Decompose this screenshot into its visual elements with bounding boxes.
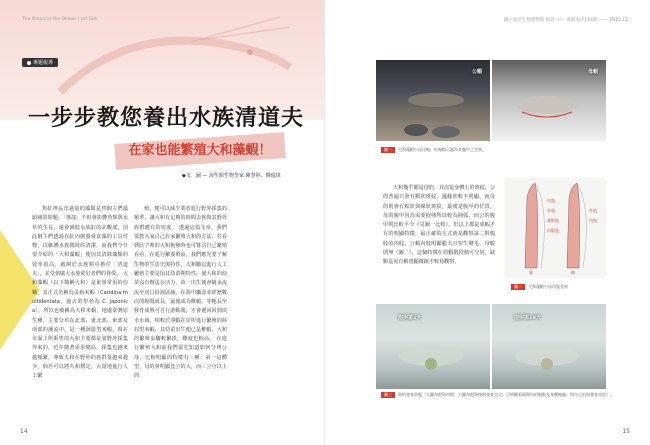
female-label: 母蝦 [587, 69, 598, 75]
figure-3-caption [381, 392, 614, 398]
diagram-label: 外肢 [589, 208, 597, 213]
diagram-label: 雌 [571, 270, 575, 275]
section-tag [22, 58, 58, 67]
figure-2-caption [511, 284, 568, 290]
right-column-text: 大和幾乎都是母的，其次是身體上的斑紋，公的普遍只會有點狀斑紋，邊緣狀較不明顯，而母的則會有點狀與線狀斑紋，最後是腹甲的位置，母的腹甲因為需要抱卵所以較為圓弧，而公的腹甲則比較平今（見圖一比較）。但以上都是成蝦才有的明顯特徵，最正確的方式就是觀察第二對腹肢的內肢，公蝦內肢明顯膨大且密生剛毛，母蝦則無（圖二），這個特徵在幼蝦階段便可分別，缺點是需有解剖顯微鏡才較易觀察。 [383, 185, 495, 266]
diagram-label: 雄 [529, 270, 533, 275]
figure-2-caption-text: 大和藻蝦公母內肢差異 [528, 284, 568, 289]
figure-2-number: 圖二 [511, 284, 525, 290]
figure-1-caption-text: 大和藻蝦公母比較，紅線標示處為其腹甲之差異。 [398, 147, 486, 152]
egg-day14-label: 抱卵第14天 [514, 315, 541, 321]
figure-2-diagram [505, 178, 606, 278]
figure-3-caption-text: 卵的發育狀態（左圖為抱卵初期，右圖為抱卵後期發育完全，可明顯看到卵內的眼點及身體線條。照片已拍照發育良好）。 [398, 392, 614, 397]
article-subtitle: 在家也能繁殖大和藻蝦！ [128, 143, 272, 158]
diagram-label: 內附肢 [547, 228, 559, 233]
male-shrimp-photo [376, 60, 490, 141]
egg-day1-label: 抱卵第1天 [398, 315, 422, 321]
text-column-1 [32, 205, 128, 435]
text-column-2 [134, 205, 227, 435]
female-shrimp-photo [492, 60, 606, 141]
egg-day1-photo [376, 304, 490, 389]
running-header-left: The Omics in the Ocean | vol.114 [22, 17, 98, 22]
diagram-label: 雄附肢 [547, 218, 559, 223]
figure-1-number: 圖一 [381, 147, 395, 153]
article-title: 一步步教您養出水族清道夫 [28, 105, 305, 131]
column-2-text: 殖，便可以減少業者進行野外採集的頻率，讓大和有足夠的時間去恢復其野外族群應有的密度。 透過這篇文章，我們要教大家自己在家繁殖大和的方法，若看到肚子裡的大和抱卵時也可嘗試自己繁殖看看，在進行繁養殖前，我們應先要了解生物的生活史與特性，大和屬以進行人工繁殖主要是因其幼苗期特性，使大和的幼苗沒有辦法存活力，故一出生便會隨水流流至河口沿海區域，在海中攝食並經歷數次的脫殼成長，最後成為稚蝦，等牠長至發育成熟可自行游動後，才會遷回回到淡水水域，相較於淨蝦在居所進行繁殖的陸封型米蝦，其幼苗出生便已是稚蝦，大和的繁殖步驟較繁瑣，難度也較高。 在進行繁殖大和前我們要先知道如何分辨公母，比較明顯的特徵有三種：第一是體型，母的會明顯比公的大，而三公分以上的 [134, 206, 227, 380]
diagram-label: 內肢 [547, 198, 555, 203]
figure-3-number: 圖三 [381, 392, 395, 398]
figure-1-caption [381, 147, 486, 153]
page-number-right: 15 [622, 428, 630, 435]
figure-1-photos [376, 60, 606, 141]
male-label: 公蝦 [471, 69, 482, 75]
running-header-right: 國立海洋生物博物館 館訊 —— 會館海洋114期 —— 2022.12 [503, 18, 628, 23]
article-subtitle-banner [114, 132, 285, 170]
egg-day1-image [376, 304, 490, 389]
byline: ◆文．圖 — 海生館生物學家 陳慧婷、韓俊瑋 [182, 173, 281, 179]
page-number-left: 14 [20, 428, 28, 435]
section-tag-label: 專題報導 [33, 60, 54, 66]
bullet-icon [27, 61, 31, 65]
shrimp-illustration [40, 12, 300, 107]
diagram-label: 外肢 [547, 208, 555, 213]
egg-day14-image [492, 304, 606, 389]
right-page [325, 0, 650, 445]
diagram-label: 內肢 [589, 218, 597, 223]
right-text-column [383, 184, 495, 268]
column-1-text: 魚缸裡長出過量的藻類是魚飼主們最頭痛的問題，「導演」不但會影響魚類與水草的生長，還會減低水族缸的美觀度，因此飼主們透過在缸內飼養會食藻的工具性物，以維護水族環境的清潔，而我們今日要介紹的「大和藻蝦」便因其清除藻類的效率很高，被飼於水族箱中擔任「清道夫」，並受到廣大水族愛好者們的喜愛。 大和藻蝦（以下簡稱大和）是東界常用的俗稱，其正式名稱為多齒米蝦（Caridina multidentata，過去的學名為 C. japonica），所以也被稱為大和米蝦，地處臺灣原生種，主要分布在北部、東北部、東部及南部的溪流中，是一種洄游型米蝦，現在市面上所販售的大和主要都是靠野外採集得來的，近年隨著需求變高，採集也越來越頻繁，導致大和在野外的族群量越來越少，倘若可以將大和穩定，大量地進行人工繁 [32, 206, 128, 380]
egg-day14-photo [492, 304, 606, 389]
figure-3-photos [376, 304, 606, 389]
